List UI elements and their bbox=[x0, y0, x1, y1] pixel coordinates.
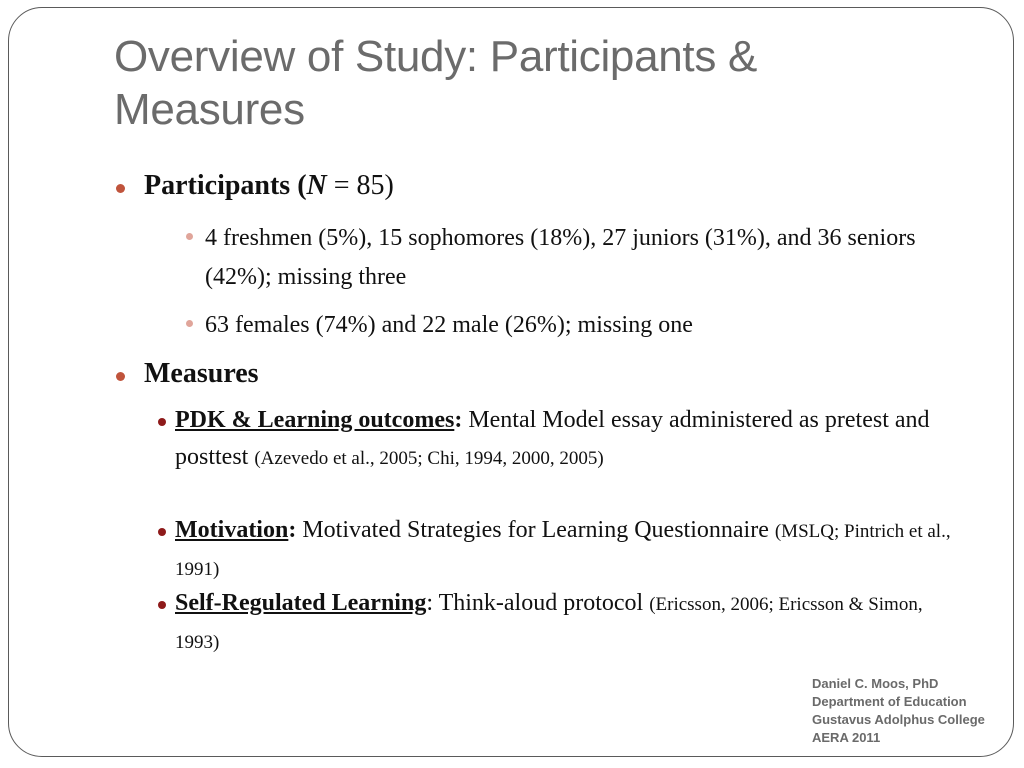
slide-title: Overview of Study: Participants & Measures bbox=[114, 32, 758, 134]
bullet-dot bbox=[158, 418, 166, 426]
footer-line: Daniel C. Moos, PhD bbox=[812, 676, 939, 691]
measure-heading: PDK & Learning outcomes bbox=[175, 407, 455, 433]
bullet-dot bbox=[116, 372, 125, 381]
participants-gender-breakdown: 63 females (74%) and 22 male (26%); missing one bbox=[205, 312, 693, 338]
participants-heading: Participants (N = 85) bbox=[144, 170, 394, 201]
participants-class-breakdown: 4 freshmen (5%), 15 sophomores (18%), 27 juniors (31%), and 36 seniors (42%); missing three bbox=[205, 225, 916, 290]
measures-heading: Measures bbox=[144, 358, 259, 389]
measure-heading: Self-Regulated Learning bbox=[175, 590, 427, 616]
measure-pdk: PDK & Learning outcomes: Mental Model essay administered as pretest and posttest (Azevedo et al., 2005; Chi, 1994, 2000, 2005) bbox=[175, 407, 930, 470]
bullet-dot bbox=[116, 184, 125, 193]
footer-line: AERA 2011 bbox=[812, 730, 881, 745]
citation: (Azevedo et al., 2005; Chi, 1994, 2000, 2005) bbox=[254, 448, 604, 469]
footer-line: Gustavus Adolphus College bbox=[812, 712, 985, 727]
citation: (Ericsson, 2006; Ericsson & Simon, 1993) bbox=[175, 594, 923, 653]
bullet-dot bbox=[186, 320, 193, 327]
bullet-dot bbox=[186, 233, 193, 240]
measure-heading: Motivation bbox=[175, 517, 289, 543]
footer-line: Department of Education bbox=[812, 694, 967, 709]
citation: (MSLQ; Pintrich et al., 1991) bbox=[175, 521, 951, 580]
bullet-dot bbox=[158, 601, 166, 609]
measure-srl: Self-Regulated Learning: Think-aloud protocol (Ericsson, 2006; Ericsson & Simon, 1993) bbox=[175, 590, 923, 653]
measure-motivation: Motivation: Motivated Strategies for Learning Questionnaire (MSLQ; Pintrich et al., 1991) bbox=[175, 517, 951, 580]
bullet-dot bbox=[158, 528, 166, 536]
author-footer bbox=[812, 675, 985, 747]
